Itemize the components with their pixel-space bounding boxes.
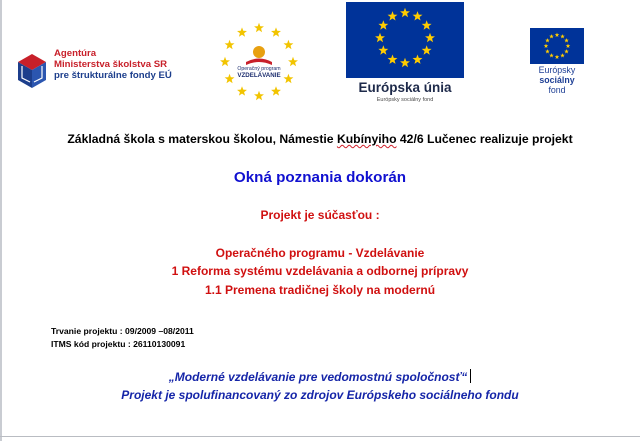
star-icon: [284, 40, 294, 49]
school-line-start: Základná škola s materskou školou, Námestie: [67, 132, 337, 146]
school-line: [0, 132, 640, 146]
star-icon: [288, 57, 298, 66]
program-line: Operačného programu - Vzdelávanie: [215, 246, 425, 260]
star-icon: [225, 40, 235, 49]
program-line: 1 Reforma systému vzdelávania a odbornej prípravy: [171, 264, 469, 278]
esf-line-1: Európsky: [538, 65, 576, 75]
eu-logo: [346, 2, 464, 107]
part-of-heading: Projekt je súčasťou :: [260, 208, 380, 222]
agentura-text: [54, 48, 194, 81]
op-line-2: VZDELÁVANIE: [237, 72, 281, 79]
op-vzdelavanie-logo: [216, 22, 302, 108]
esf-line-3: fond: [548, 85, 566, 95]
agentura-line-3: pre štrukturálne fondy EÚ: [54, 70, 172, 81]
project-title: Okná poznania dokorán: [233, 169, 407, 186]
book-emblem-icon: [14, 40, 56, 94]
agentura-line-2: Ministerstva školstva SR: [54, 59, 168, 70]
esf-text: [530, 65, 584, 95]
op-text: [216, 66, 302, 79]
text-cursor[interactable]: [470, 369, 471, 383]
esf-line-2: sociálny: [539, 75, 575, 85]
program-line: 1.1 Premena tradičnej školy na modernú: [204, 283, 436, 297]
op-line-1: Operačný program: [237, 66, 281, 72]
page-bottom-rule: [0, 436, 640, 437]
motto-text: „Moderné vzdelávanie pre vedomostnú spoločnosť“: [168, 370, 468, 384]
esf-flag-icon: [530, 28, 584, 64]
itms-code: ITMS kód projektu : 26110130091: [51, 339, 186, 349]
cofinanced-line: Projekt je spolufinancovaný zo zdrojov Európskeho sociálneho fondu: [121, 388, 519, 402]
star-icon: [220, 57, 230, 66]
star-icon: [254, 23, 264, 32]
agentura-line-1: Agentúra: [54, 48, 97, 59]
school-line-end: 42/6 Lučenec realizuje projekt: [396, 132, 573, 146]
eu-name: Európska únia: [358, 80, 452, 95]
star-icon: [254, 91, 264, 100]
star-ring-icon: [216, 22, 302, 108]
project-duration: Trvanie projektu : 09/2009 –08/2011: [51, 326, 194, 336]
spellcheck-underlined-word: Kubínyiho: [336, 132, 397, 146]
motto-line: [0, 369, 640, 384]
esf-logo: [530, 28, 584, 104]
star-icon: [237, 86, 247, 95]
eu-subtitle: Európsky sociálny fond: [376, 97, 434, 103]
star-icon: [237, 27, 247, 36]
eu-flag-icon: [346, 2, 464, 78]
agentura-logo: [14, 40, 189, 94]
star-icon: [271, 86, 281, 95]
star-icon: [271, 27, 281, 36]
